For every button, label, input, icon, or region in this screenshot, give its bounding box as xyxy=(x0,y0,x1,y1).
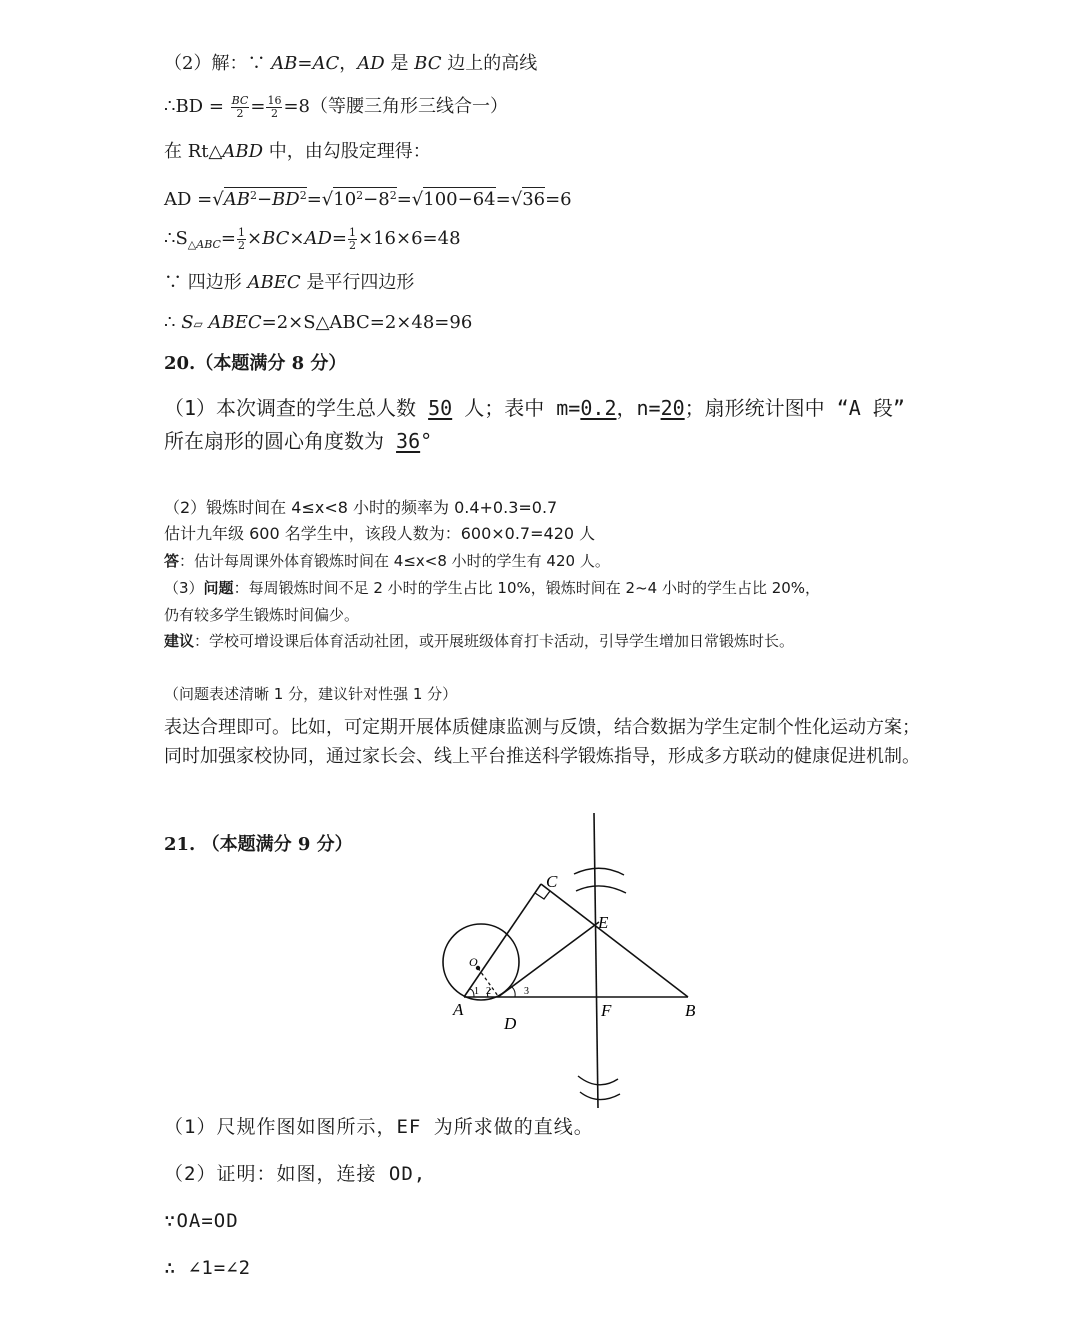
q21-heading: 21. （本题满分 9 分） xyxy=(164,834,353,855)
q19-line3: 在 Rt△ABD 中，由勾股定理得： xyxy=(164,141,431,162)
construction-arc-bottom-2 xyxy=(580,1092,620,1100)
q20-scoring-note: （问题表述清晰 1 分，建议针对性强 1 分） xyxy=(164,685,458,703)
label-angle-1: 1 xyxy=(474,986,479,997)
q21-step2: （2）证明：如图，连接 OD, xyxy=(164,1163,427,1185)
label-F: F xyxy=(601,1001,612,1020)
construction-arc-top-1 xyxy=(574,868,624,875)
q20-part2-line1: （2）锻炼时间在 4≤x<8 小时的频率为 0.4+0.3=0.7 xyxy=(164,498,558,517)
right-angle-mark xyxy=(535,891,550,899)
fraction: $\frac{1}{2}$ xyxy=(349,225,357,252)
q21-step4: ∴ ∠1=∠2 xyxy=(164,1257,252,1279)
label-angle-3: 3 xyxy=(524,986,529,997)
fraction: $\frac{16}{2}$ xyxy=(267,93,282,120)
angle-3-arc xyxy=(512,987,515,997)
q20-part1-line1: （1）本次调查的学生总人数 50 人；表中 m=0.2，n=20；扇形统计图中 “A 段” xyxy=(164,396,905,420)
q20-explanation-paragraph: 表达合理即可。比如，可定期开展体质健康监测与反馈，结合数据为学生定制个性化运动方案；同时加强家校协同，通过家长会、线上平台推送科学锻炼指导，形成多方联动的健康促进机制。 xyxy=(164,717,920,767)
label-O: O xyxy=(469,955,478,969)
fraction: $\frac{BC}{2}$ xyxy=(231,93,249,120)
q19-line2: ∴BD = $\frac{BC}{2}$ = $\frac{16}{2}$ =8（等腰三角形三线合一） xyxy=(164,93,508,120)
q20-part3-suggestion: 建议：学校可增设课后体育活动社团，或开展班级体育打卡活动，引导学生增加日常锻炼时长。 xyxy=(164,632,795,650)
label-A: A xyxy=(453,1000,464,1019)
q20-part1-line2: 所在扇形的圆心角度数为 36° xyxy=(164,429,433,453)
q20-part2-line2: 估计九年级 600 名学生中，该段人数为：600×0.7=420 人 xyxy=(164,524,596,543)
q20-part3-line1: （3）问题：每周锻炼时间不足 2 小时的学生占比 10%，锻炼时间在 2~4 小时的学生占比 20%， xyxy=(164,579,821,597)
fraction: $\frac{1}{2}$ xyxy=(238,225,245,252)
segment-DE xyxy=(498,922,599,997)
label-E: E xyxy=(598,913,609,932)
segment-CB xyxy=(541,884,688,997)
label-D: D xyxy=(504,1014,517,1033)
q19-line1: （2）解：∵ AB=AC，AD 是 BC 边上的高线 xyxy=(164,53,538,74)
q20-heading: 20.（本题满分 8 分） xyxy=(164,353,347,374)
segment-AC xyxy=(464,884,541,997)
bisector-line xyxy=(594,813,598,1108)
q19-line5: $\therefore S_{\triangle ABC}=$ $\frac{1}{2}$ ×BC×AD= $\frac{1}{2}$ ×16×6=48 xyxy=(164,225,461,252)
label-C: C xyxy=(546,872,558,891)
q21-step3: ∵OA=OD xyxy=(164,1210,239,1232)
q19-line4: AD $=√AB^2-BD^2=√10^2-8^2=√100-64=√36=6$ xyxy=(164,189,572,210)
q21-step1: （1）尺规作图如图所示，EF 为所求做的直线。 xyxy=(164,1116,594,1138)
label-B: B xyxy=(685,1001,696,1020)
q20-part2-answer: 答：估计每周课外体育锻炼时间在 4≤x<8 小时的学生有 420 人。 xyxy=(164,552,610,570)
q19-line6: ∵ 四边形 ABEC 是平行四边形 xyxy=(164,272,415,293)
q19-line7: ∴ S▱ ABEC=2×S△ABC=2×48=96 xyxy=(164,312,473,333)
q20-part3-line2: 仍有较多学生锻炼时间偏少。 xyxy=(164,606,360,624)
construction-arc-top-2 xyxy=(576,886,626,893)
label-angle-2: 2 xyxy=(486,986,491,997)
circle-o xyxy=(443,924,519,1000)
